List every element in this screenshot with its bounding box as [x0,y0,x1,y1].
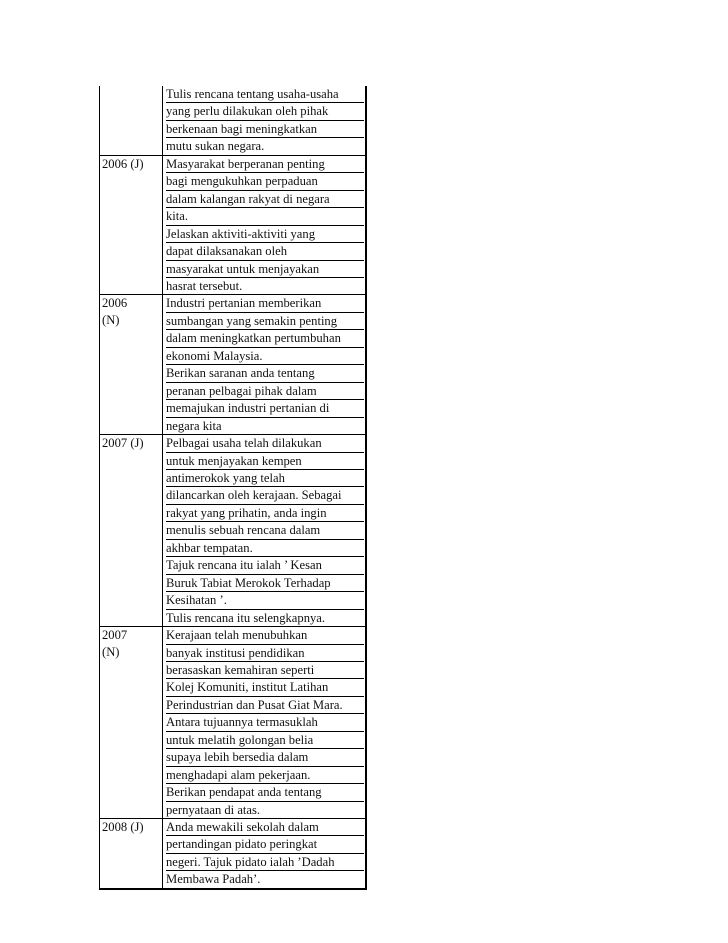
question-line: Berikan saranan anda tentang [166,365,364,382]
table-row [100,819,367,889]
year-cell: 2008 (J) [100,819,163,889]
question-line: yang perlu dilakukan oleh pihak [166,103,364,120]
table-row [100,435,367,627]
exam-questions-table [99,86,367,890]
table-body [100,86,367,889]
question-line: sumbangan yang semakin penting [166,313,364,330]
question-cell [163,295,367,435]
question-line: bagi mengukuhkan perpaduan [166,173,364,190]
question-line: banyak institusi pendidikan [166,645,364,662]
question-line: Kesihatan ’. [166,592,364,609]
year-cell: 2007 (J) [100,435,163,627]
question-line: antimerokok yang telah [166,470,364,487]
question-line: berkenaan bagi meningkatkan [166,121,364,138]
question-line: Masyarakat berperanan penting [166,156,364,173]
table-row [100,86,367,155]
question-cell [163,435,367,627]
question-cell [163,86,367,155]
question-line: dalam meningkatkan pertumbuhan [166,330,364,347]
question-line: supaya lebih bersedia dalam [166,749,364,766]
question-line: Berikan pendapat anda tentang [166,784,364,801]
question-cell [163,155,367,295]
question-line: Tulis rencana tentang usaha-usaha [166,86,364,103]
question-line: rakyat yang prihatin, anda ingin [166,505,364,522]
year-cell [100,86,163,155]
question-line: pernyataan di atas. [166,802,261,817]
question-line: Tulis rencana itu selengkapnya. [166,610,326,625]
table-row [100,295,367,435]
year-cell: 2006 (J) [100,155,163,295]
question-cell [163,627,367,819]
question-line: mutu sukan negara. [166,139,265,154]
question-line: negeri. Tajuk pidato ialah ’Dadah [166,854,364,871]
question-line: peranan pelbagai pihak dalam [166,383,364,400]
year-cell: 2006 (N) [100,295,163,435]
question-line: ekonomi Malaysia. [166,348,364,365]
question-line: menulis sebuah rencana dalam [166,522,364,539]
question-cell [163,819,367,889]
question-line: Kerajaan telah menubuhkan [166,627,364,644]
question-line: untuk melatih golongan belia [166,732,364,749]
year-cell: 2007 (N) [100,627,163,819]
question-line: dapat dilaksanakan oleh [166,243,364,260]
question-line: hasrat tersebut. [166,278,243,293]
question-line: Jelaskan aktiviti-aktiviti yang [166,226,364,243]
question-line: negara kita [166,418,222,433]
question-line: masyarakat untuk menjayakan [166,261,364,278]
question-line: Tajuk rencana itu ialah ’ Kesan [166,557,364,574]
table-row [100,155,367,295]
question-line: dalam kalangan rakyat di negara [166,191,364,208]
question-line: Buruk Tabiat Merokok Terhadap [166,575,364,592]
question-line: pertandingan pidato peringkat [166,836,364,853]
question-line: untuk menjayakan kempen [166,453,364,470]
question-line: Industri pertanian memberikan [166,295,364,312]
question-line: Antara tujuannya termasuklah [166,714,364,731]
question-line: akhbar tempatan. [166,540,364,557]
question-line: dilancarkan oleh kerajaan. Sebagai [166,487,364,504]
question-line: Pelbagai usaha telah dilakukan [166,435,364,452]
table-row [100,627,367,819]
question-line: memajukan industri pertanian di [166,400,364,417]
question-line: Kolej Komuniti, institut Latihan [166,679,364,696]
question-line: Anda mewakili sekolah dalam [166,819,364,836]
question-line: Perindustrian dan Pusat Giat Mara. [166,697,364,714]
question-line: menghadapi alam pekerjaan. [166,767,364,784]
question-line: Membawa Padah’. [166,872,261,887]
question-line: berasaskan kemahiran seperti [166,662,364,679]
question-line: kita. [166,208,364,225]
